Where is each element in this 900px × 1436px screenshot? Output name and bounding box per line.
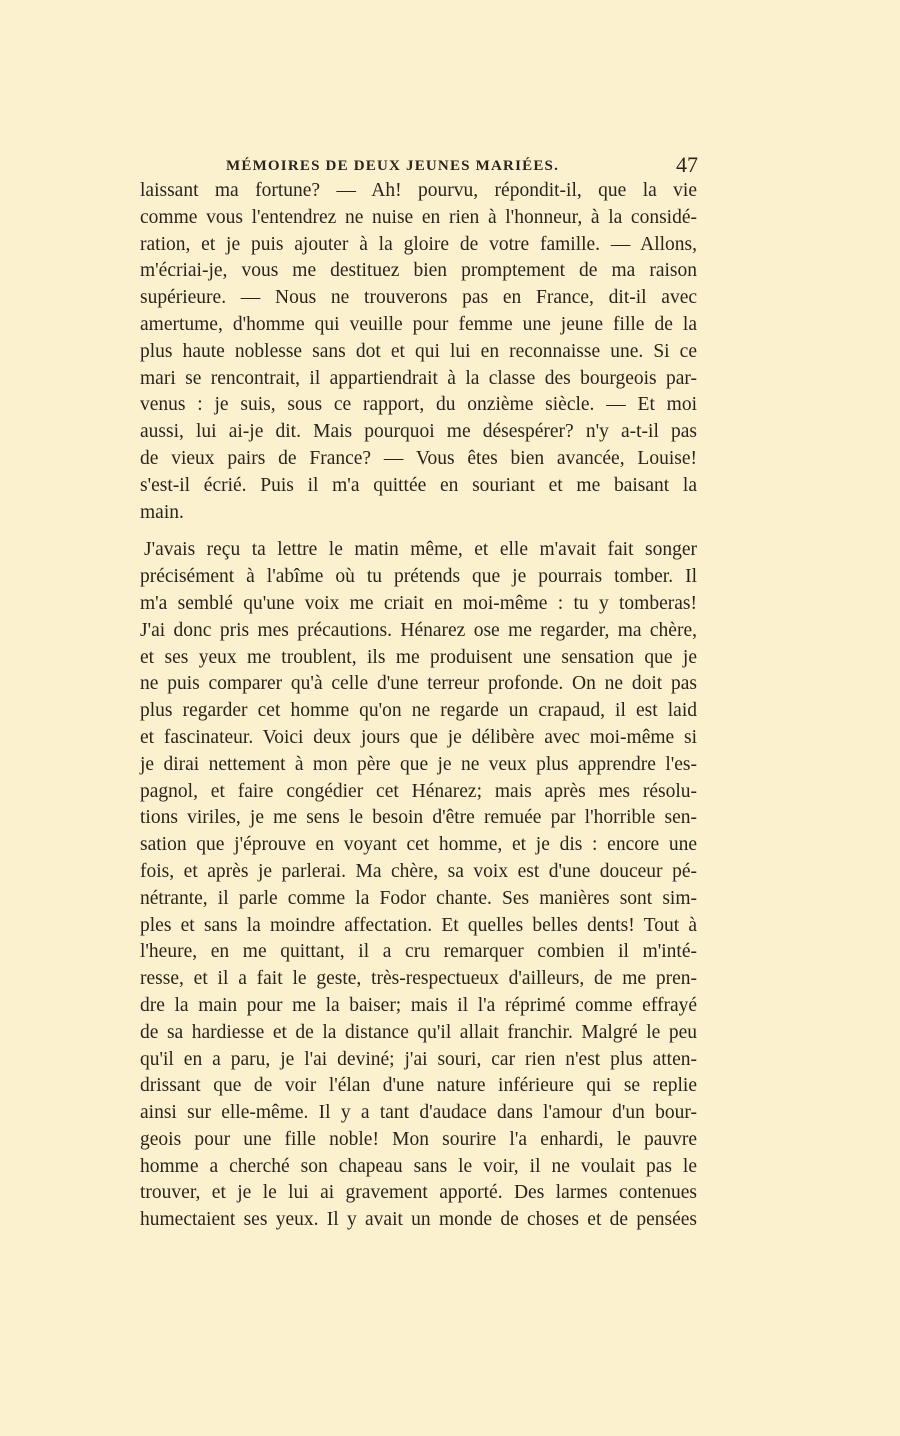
text-line: geois pour une fille noble! Mon sourire l'a enhardi, le pauvre	[140, 1128, 697, 1150]
text-line: homme a cherché son chapeau sans le voir, il ne voulait pas le	[140, 1155, 697, 1177]
text-line: qu'il en a paru, je l'ai deviné; j'ai souri, car rien n'est plus atten-	[140, 1048, 697, 1070]
text-line: je dirai nettement à mon père que je ne veux plus apprendre l'es-	[140, 753, 697, 775]
text-line: main.	[140, 501, 184, 523]
text-line: et fascinateur. Voici deux jours que je délibère avec moi-même si	[140, 726, 697, 748]
body-text	[140, 178, 697, 1234]
text-line: tions viriles, je me sens le besoin d'être remuée par l'horrible sen-	[140, 807, 697, 829]
page-number: 47	[676, 152, 698, 177]
text-line: resse, et il a fait le geste, très-respectueux d'ailleurs, de me pren-	[140, 968, 697, 990]
text-line: comme vous l'entendrez ne nuise en rien à l'honneur, à la considé-	[140, 206, 697, 228]
text-line: pagnol, et faire congédier cet Hénarez; mais après mes résolu-	[140, 780, 697, 802]
text-line: J'avais reçu ta lettre le matin même, et elle m'avait fait songer	[144, 539, 697, 561]
text-line: précisément à l'abîme où tu prétends que je pourrais tomber. Il	[140, 566, 697, 588]
text-line: plus haute noblesse sans dot et qui lui en reconnaisse une. Si ce	[140, 340, 697, 362]
paragraph-gap	[140, 526, 697, 537]
text-line: aussi, lui ai-je dit. Mais pourquoi me désespérer? n'y a-t-il pas	[140, 421, 697, 443]
text-line: de sa hardiesse et de la distance qu'il allait franchir. Malgré le peu	[140, 1021, 697, 1043]
paragraph	[140, 178, 697, 526]
text-line: ainsi sur elle-même. Il y a tant d'audace dans l'amour d'un bour-	[140, 1102, 697, 1124]
text-line: humectaient ses yeux. Il y avait un monde de choses et de pensées	[140, 1209, 697, 1231]
text-line: trouver, et je le lui ai gravement apporté. Des larmes contenues	[140, 1182, 697, 1204]
text-line: ne puis comparer qu'à celle d'une terreur profonde. On ne doit pas	[140, 673, 697, 695]
text-line: drissant que de voir l'élan d'une nature inférieure qui se replie	[140, 1075, 697, 1097]
text-line: J'ai donc pris mes précautions. Hénarez ose me regarder, ma chère,	[140, 619, 697, 641]
text-line: laissant ma fortune? — Ah! pourvu, répondit-il, que la vie	[140, 180, 697, 201]
text-line: de vieux pairs de France? — Vous êtes bien avancée, Louise!	[140, 447, 697, 469]
text-line: m'écriai-je, vous me destituez bien promptement de ma raison	[140, 260, 697, 282]
running-title: MÉMOIRES DE DEUX JEUNES MARIÉES.	[226, 158, 560, 174]
paragraph	[140, 537, 697, 1234]
text-line: dre la main pour me la baiser; mais il l'a réprimé comme effrayé	[140, 994, 697, 1016]
text-line: l'heure, en me quittant, il a cru remarquer combien il m'inté-	[140, 941, 697, 963]
text-line: s'est-il écrié. Puis il m'a quittée en souriant et me baisant la	[140, 474, 697, 496]
text-line: supérieure. — Nous ne trouverons pas en France, dit-il avec	[140, 287, 697, 309]
text-line: et ses yeux me troublent, ils me produisent une sensation que je	[140, 646, 697, 668]
text-line: amertume, d'homme qui veuille pour femme une jeune fille de la	[140, 313, 697, 335]
text-line: fois, et après je parlerai. Ma chère, sa voix est d'une douceur pé-	[140, 860, 697, 882]
text-line: mari se rencontrait, il appartiendrait à la classe des bourgeois par-	[140, 367, 697, 389]
text-line: ration, et je puis ajouter à la gloire de votre famille. — Allons,	[140, 233, 697, 255]
text-line: m'a semblé qu'une voix me criait en moi-même : tu y tomberas!	[140, 592, 697, 614]
text-line: nétrante, il parle comme la Fodor chante. Ses manières sont sim-	[140, 887, 697, 909]
text-line: sation que j'éprouve en voyant cet homme, et je dis : encore une	[140, 834, 697, 856]
text-line: venus : je suis, sous ce rapport, du onzième siècle. — Et moi	[140, 394, 697, 416]
text-line: plus regarder cet homme qu'on ne regarde un crapaud, il est laid	[140, 700, 697, 722]
text-line: ples et sans la moindre affectation. Et quelles belles dents! Tout à	[140, 914, 697, 936]
